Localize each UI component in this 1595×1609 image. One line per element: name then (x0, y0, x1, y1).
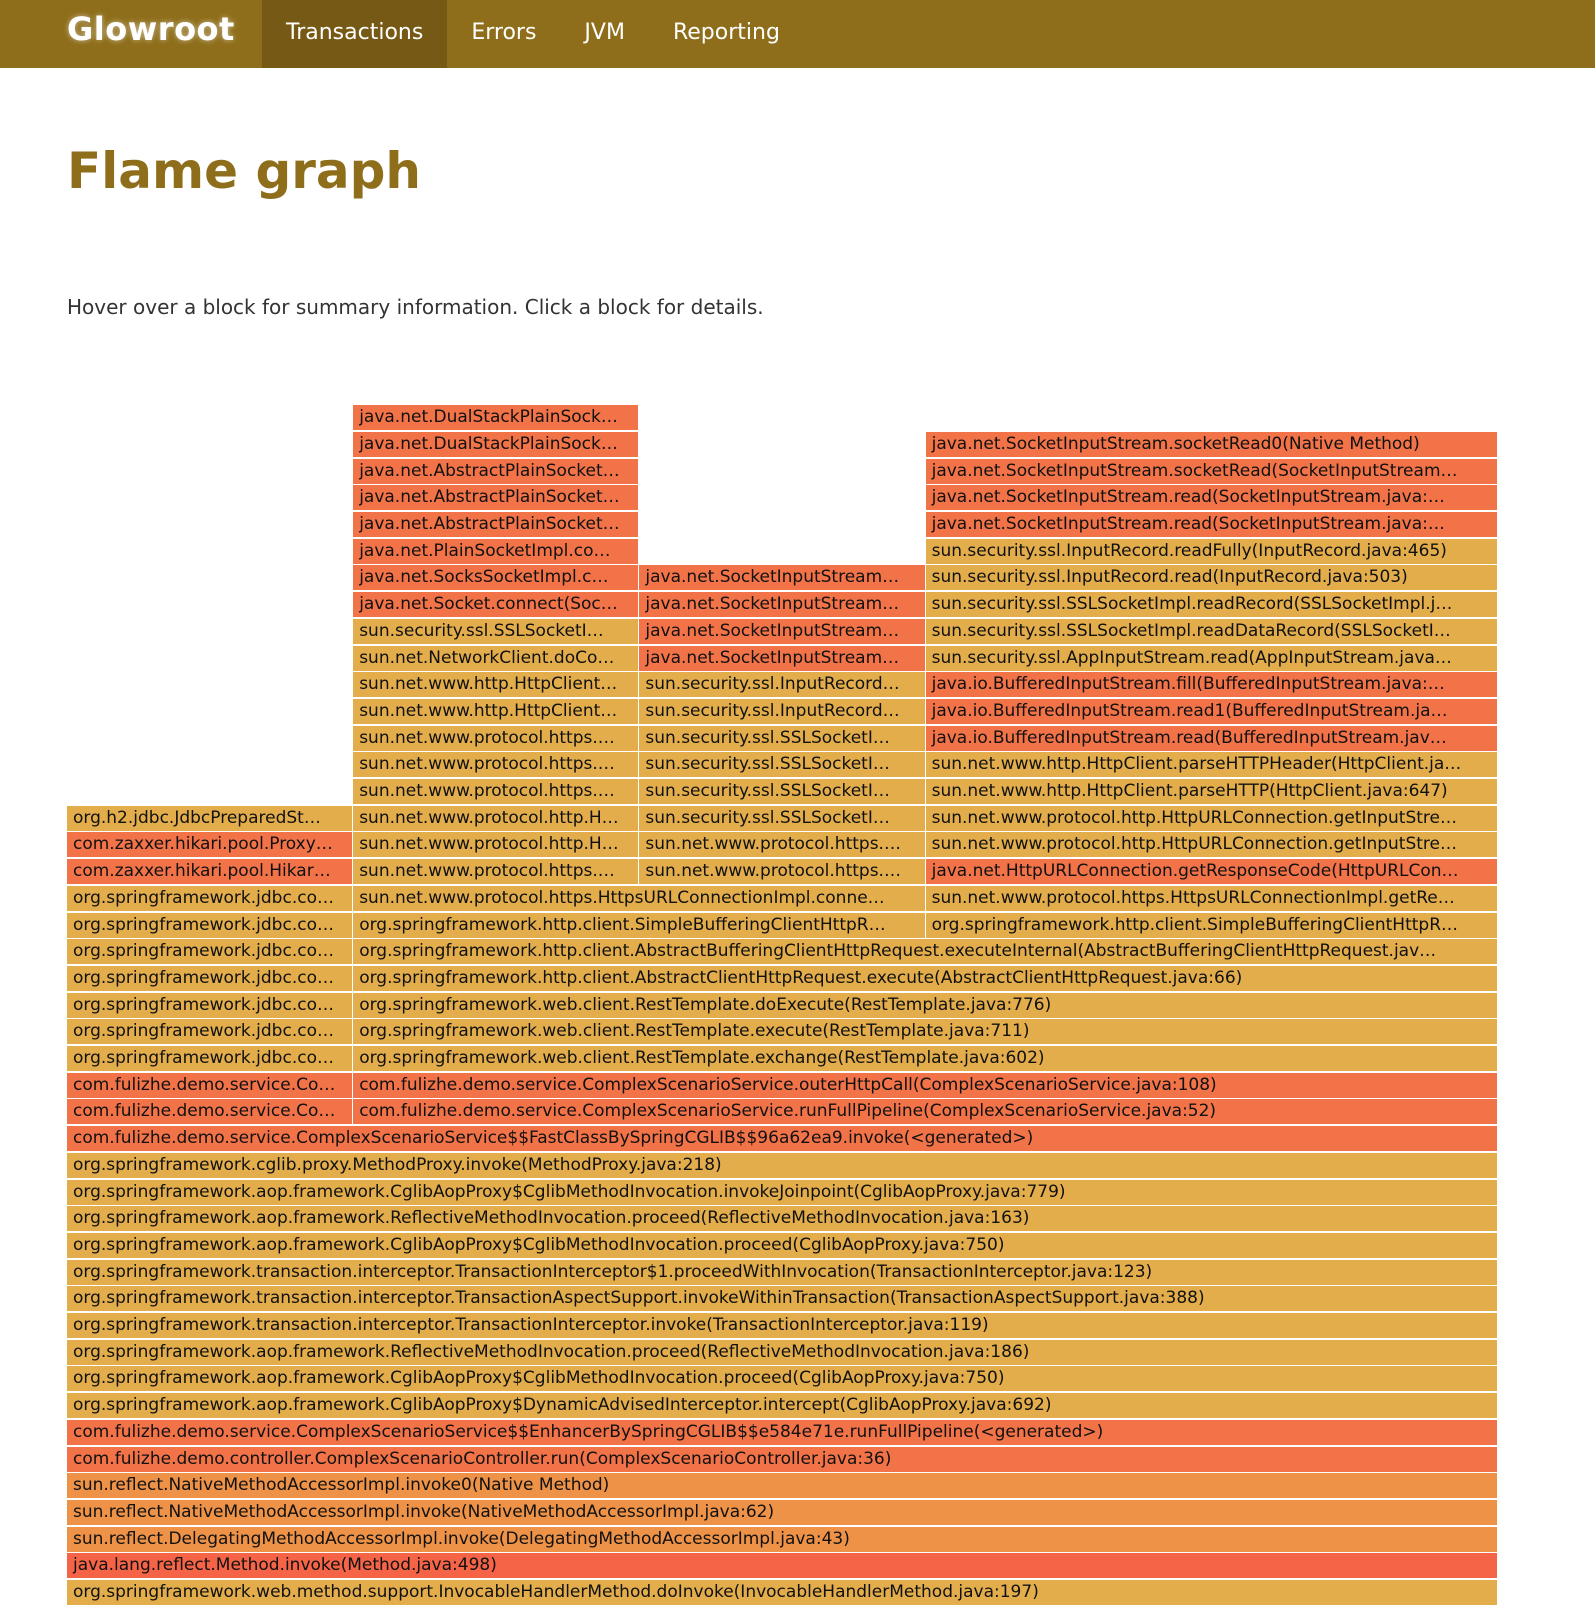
flame-frame[interactable]: sun.net.www.http.HttpClient.parseHTTP(HttpClient.java:647) (926, 779, 1498, 805)
flame-frame[interactable]: java.net.DualStackPlainSock… (353, 432, 639, 458)
flame-frame[interactable]: org.springframework.web.method.support.InvocableHandlerMethod.doInvoke(InvocableHandlerMethod.java:197) (67, 1580, 1498, 1606)
flame-frame[interactable]: java.net.HttpURLConnection.getResponseCode(HttpURLCon… (926, 859, 1498, 885)
flame-frame[interactable]: java.io.BufferedInputStream.fill(BufferedInputStream.java:… (926, 672, 1498, 698)
flame-frame[interactable]: sun.net.www.protocol.http.H… (353, 832, 639, 858)
flame-frame[interactable]: java.net.SocketInputStream… (639, 592, 925, 618)
flame-frame[interactable]: org.springframework.web.client.RestTemplate.execute(RestTemplate.java:711) (353, 1019, 1498, 1045)
flame-frame[interactable]: org.springframework.aop.framework.ReflectiveMethodInvocation.proceed(ReflectiveMethodInvocation.java:163) (67, 1206, 1498, 1232)
flame-frame[interactable]: java.net.SocksSocketImpl.c… (353, 565, 639, 591)
flame-frame[interactable]: sun.net.www.protocol.https.… (639, 832, 925, 858)
main-nav (262, 0, 804, 68)
flame-frame[interactable]: sun.net.NetworkClient.doCo… (353, 646, 639, 672)
top-navbar (0, 0, 1595, 68)
flame-frame[interactable]: org.springframework.http.client.SimpleBufferingClientHttpR… (353, 913, 925, 939)
flame-frame[interactable]: java.net.SocketInputStream… (639, 619, 925, 645)
flame-frame[interactable]: org.springframework.jdbc.co… (67, 993, 353, 1019)
nav-tab-jvm[interactable]: JVM (584, 20, 625, 45)
flame-frame[interactable]: sun.net.www.protocol.https.… (353, 752, 639, 778)
flame-frame[interactable]: sun.net.www.protocol.http.H… (353, 806, 639, 832)
flame-frame[interactable]: org.springframework.jdbc.co… (67, 1046, 353, 1072)
page-title: Flame graph (67, 142, 422, 200)
flame-frame[interactable]: sun.security.ssl.InputRecord.readFully(InputRecord.java:465) (926, 539, 1498, 565)
flame-frame[interactable]: java.net.AbstractPlainSocket… (353, 512, 639, 538)
flame-frame[interactable]: sun.net.www.http.HttpClient… (353, 672, 639, 698)
flame-frame[interactable]: java.net.PlainSocketImpl.co… (353, 539, 639, 565)
flame-frame[interactable]: org.springframework.transaction.interceptor.TransactionAspectSupport.invokeWithinTransaction(TransactionAspectSupport.java:388) (67, 1286, 1498, 1312)
help-text: Hover over a block for summary information. Click a block for details. (67, 295, 764, 319)
flame-frame[interactable]: sun.security.ssl.SSLSocketI… (639, 726, 925, 752)
nav-tab-reporting[interactable]: Reporting (672, 20, 780, 45)
flame-frame[interactable]: sun.security.ssl.InputRecord… (639, 672, 925, 698)
flame-frame[interactable]: org.springframework.aop.framework.CglibAopProxy$CglibMethodInvocation.invokeJoinpoint(CglibAopProxy.java:779) (67, 1180, 1498, 1206)
flame-frame[interactable]: org.springframework.cglib.proxy.MethodProxy.invoke(MethodProxy.java:218) (67, 1153, 1498, 1179)
flame-frame[interactable]: sun.net.www.protocol.https.HttpsURLConnectionImpl.conne… (353, 886, 925, 912)
flame-frame[interactable]: org.springframework.jdbc.co… (67, 939, 353, 965)
flame-frame[interactable]: org.springframework.jdbc.co… (67, 886, 353, 912)
flame-frame[interactable]: com.zaxxer.hikari.pool.Hikar… (67, 859, 353, 885)
flame-frame[interactable]: sun.security.ssl.InputRecord… (639, 699, 925, 725)
flame-frame[interactable]: com.zaxxer.hikari.pool.Proxy… (67, 832, 353, 858)
flame-frame[interactable]: sun.net.www.protocol.https.… (353, 726, 639, 752)
flame-frame[interactable]: org.springframework.aop.framework.ReflectiveMethodInvocation.proceed(ReflectiveMethodInvocation.java:186) (67, 1340, 1498, 1366)
flame-frame[interactable]: org.springframework.jdbc.co… (67, 966, 353, 992)
flame-frame[interactable]: sun.net.www.protocol.https.… (353, 859, 639, 885)
flame-frame[interactable]: org.springframework.aop.framework.CglibAopProxy$DynamicAdvisedInterceptor.intercept(CglibAopProxy.java:692) (67, 1393, 1498, 1419)
flame-frame[interactable]: org.springframework.http.client.AbstractBufferingClientHttpRequest.executeInternal(AbstractBufferingClientHttpRequest.jav… (353, 939, 1498, 965)
flame-frame[interactable]: java.net.SocketInputStream.socketRead(SocketInputStream… (926, 459, 1498, 485)
flame-frame[interactable]: com.fulizhe.demo.service.ComplexScenarioService.outerHttpCall(ComplexScenarioService.java:108) (353, 1073, 1498, 1099)
flame-frame[interactable]: sun.security.ssl.AppInputStream.read(AppInputStream.java… (926, 646, 1498, 672)
flame-frame[interactable]: com.fulizhe.demo.service.ComplexScenarioService$$EnhancerBySpringCGLIB$$e584e71e.runFullPipeline(<generated>) (67, 1420, 1498, 1446)
flame-frame[interactable]: org.springframework.http.client.AbstractClientHttpRequest.execute(AbstractClientHttpRequest.java:66) (353, 966, 1498, 992)
flame-frame[interactable]: java.net.SocketInputStream… (639, 646, 925, 672)
flame-frame[interactable]: sun.security.ssl.SSLSocketI… (639, 779, 925, 805)
nav-tab-transactions[interactable]: Transactions (262, 0, 447, 68)
nav-tab-errors[interactable]: Errors (471, 20, 537, 45)
flame-frame[interactable]: org.h2.jdbc.JdbcPreparedSt… (67, 806, 353, 832)
flame-frame[interactable]: java.net.AbstractPlainSocket… (353, 485, 639, 511)
brand-logo[interactable]: Glowroot (67, 10, 235, 48)
flame-frame[interactable]: sun.net.www.http.HttpClient.parseHTTPHeader(HttpClient.ja… (926, 752, 1498, 778)
flame-frame[interactable]: org.springframework.transaction.interceptor.TransactionInterceptor$1.proceedWithInvocation(TransactionInterceptor.java:123) (67, 1260, 1498, 1286)
flame-frame[interactable]: sun.net.www.http.HttpClient… (353, 699, 639, 725)
flame-frame[interactable]: sun.net.www.protocol.https.… (353, 779, 639, 805)
flame-frame[interactable]: com.fulizhe.demo.service.Co… (67, 1099, 353, 1125)
flame-frame[interactable]: org.springframework.http.client.SimpleBufferingClientHttpR… (926, 913, 1498, 939)
flame-frame[interactable]: sun.security.ssl.InputRecord.read(InputRecord.java:503) (926, 565, 1498, 591)
flame-frame[interactable]: sun.security.ssl.SSLSocketI… (639, 752, 925, 778)
flame-frame[interactable]: java.net.AbstractPlainSocket… (353, 459, 639, 485)
flame-frame[interactable]: com.fulizhe.demo.service.ComplexScenarioService$$FastClassBySpringCGLIB$$96a62ea9.invoke(<generated>) (67, 1126, 1498, 1152)
flame-frame[interactable]: java.io.BufferedInputStream.read1(BufferedInputStream.ja… (926, 699, 1498, 725)
flame-frame[interactable]: org.springframework.jdbc.co… (67, 913, 353, 939)
flame-frame[interactable]: sun.net.www.protocol.https.… (639, 859, 925, 885)
flame-frame[interactable]: java.net.SocketInputStream… (639, 565, 925, 591)
flame-frame[interactable]: java.net.Socket.connect(Soc… (353, 592, 639, 618)
flame-frame[interactable]: java.lang.reflect.Method.invoke(Method.java:498) (67, 1553, 1498, 1579)
flame-frame[interactable]: java.io.BufferedInputStream.read(BufferedInputStream.jav… (926, 726, 1498, 752)
flame-frame[interactable]: sun.reflect.DelegatingMethodAccessorImpl.invoke(DelegatingMethodAccessorImpl.java:43) (67, 1527, 1498, 1553)
flame-frame[interactable]: sun.security.ssl.SSLSocketI… (353, 619, 639, 645)
flame-frame[interactable]: java.net.SocketInputStream.socketRead0(Native Method) (926, 432, 1498, 458)
flame-frame[interactable]: sun.reflect.NativeMethodAccessorImpl.invoke0(Native Method) (67, 1473, 1498, 1499)
flame-frame[interactable]: com.fulizhe.demo.service.ComplexScenarioService.runFullPipeline(ComplexScenarioService.java:52) (353, 1099, 1498, 1125)
flame-frame[interactable]: org.springframework.jdbc.co… (67, 1019, 353, 1045)
flame-frame[interactable]: org.springframework.aop.framework.CglibAopProxy$CglibMethodInvocation.proceed(CglibAopProxy.java:750) (67, 1366, 1498, 1392)
flame-frame[interactable]: org.springframework.web.client.RestTemplate.exchange(RestTemplate.java:602) (353, 1046, 1498, 1072)
flame-frame[interactable]: com.fulizhe.demo.service.Co… (67, 1073, 353, 1099)
flame-frame[interactable]: org.springframework.transaction.interceptor.TransactionInterceptor.invoke(TransactionInterceptor.java:119) (67, 1313, 1498, 1339)
flame-frame[interactable]: org.springframework.aop.framework.CglibAopProxy$CglibMethodInvocation.proceed(CglibAopProxy.java:750) (67, 1233, 1498, 1259)
flame-frame[interactable]: sun.net.www.protocol.http.HttpURLConnection.getInputStre… (926, 832, 1498, 858)
flame-frame[interactable]: java.net.SocketInputStream.read(SocketInputStream.java:… (926, 485, 1498, 511)
flame-frame[interactable]: java.net.DualStackPlainSock… (353, 405, 639, 431)
flame-frame[interactable]: sun.net.www.protocol.http.HttpURLConnection.getInputStre… (926, 806, 1498, 832)
flame-frame[interactable]: java.net.SocketInputStream.read(SocketInputStream.java:… (926, 512, 1498, 538)
flame-frame[interactable]: sun.reflect.NativeMethodAccessorImpl.invoke(NativeMethodAccessorImpl.java:62) (67, 1500, 1498, 1526)
flame-frame[interactable]: org.springframework.web.client.RestTemplate.doExecute(RestTemplate.java:776) (353, 993, 1498, 1019)
flame-frame[interactable]: com.fulizhe.demo.controller.ComplexScenarioController.run(ComplexScenarioController.java:36) (67, 1447, 1498, 1473)
flame-frame[interactable]: sun.security.ssl.SSLSocketI… (639, 806, 925, 832)
flame-frame[interactable]: sun.security.ssl.SSLSocketImpl.readRecord(SSLSocketImpl.j… (926, 592, 1498, 618)
flame-frame[interactable]: sun.net.www.protocol.https.HttpsURLConnectionImpl.getRe… (926, 886, 1498, 912)
flame-frame[interactable]: sun.security.ssl.SSLSocketImpl.readDataRecord(SSLSocketI… (926, 619, 1498, 645)
